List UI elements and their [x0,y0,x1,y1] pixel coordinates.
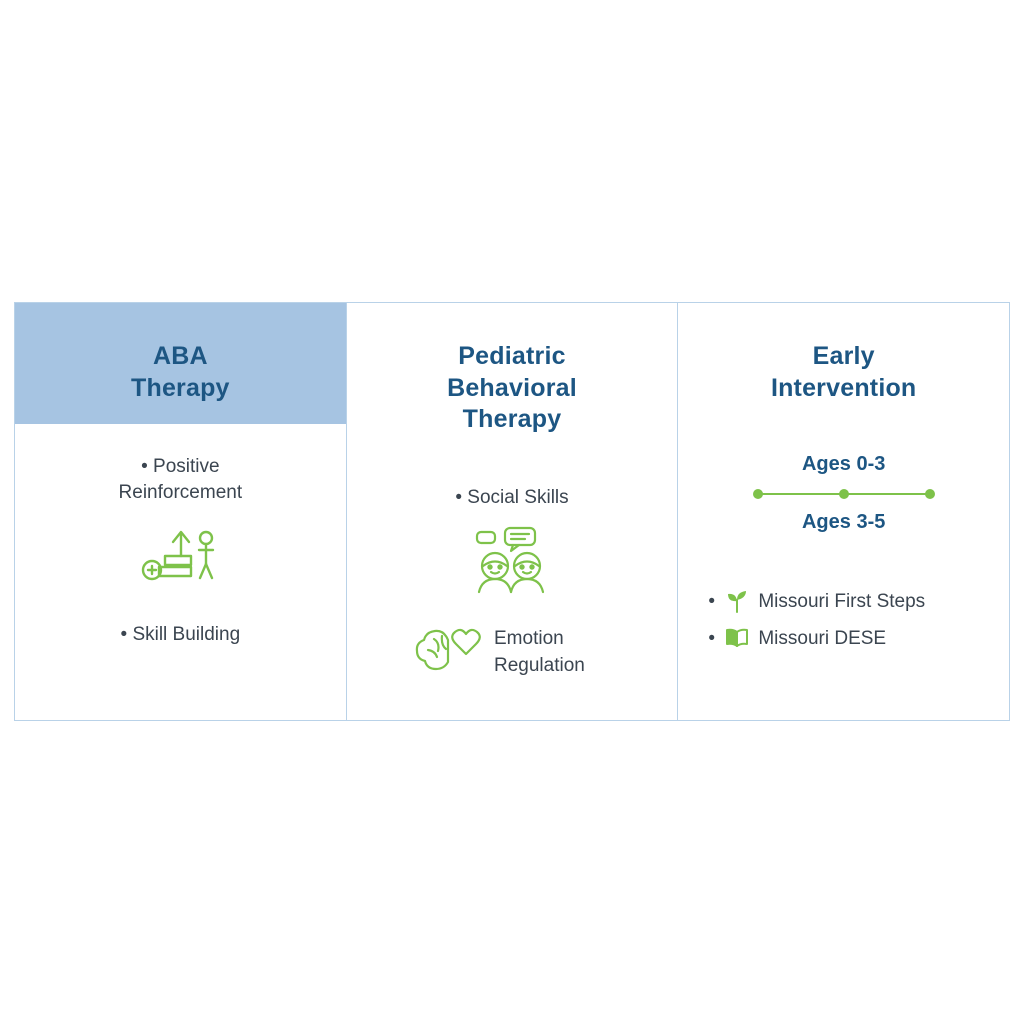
list-item [347,626,678,680]
column-title-line1: Early [812,342,875,370]
list-item [347,487,678,509]
column-header-aba-therapy [15,303,346,424]
list-item-label: Social Skills [467,486,569,508]
column-body-aba-therapy [15,424,346,720]
column-title-line3: Therapy [462,405,562,433]
list-item[interactable] [708,589,999,615]
list-item-label-line2: Regulation [494,654,585,676]
bullet-marker: • [120,624,128,645]
column-body-pediatric-behavioral-therapy [347,448,678,721]
list-item [15,624,346,646]
list-item-label-line2: Reinforcement [118,482,243,504]
brain-heart-icon [414,626,486,680]
list-item[interactable] [708,626,999,652]
bullet-marker: • [708,591,715,612]
column-title-line1: ABA [152,342,208,370]
age-range-bottom-label: Ages 3-5 [801,511,886,533]
age-range-top-label: Ages 0-3 [801,453,886,475]
column-header-pediatric-behavioral-therapy [347,303,678,448]
list-item-label-line1: Emotion [494,628,564,650]
open-book-icon [724,626,750,652]
age-timeline [752,486,936,502]
bullet-marker: • [455,486,462,508]
list-item [15,454,346,506]
column-title-line2: Therapy [131,373,230,402]
list-item-label [494,626,610,678]
column-aba-therapy [15,303,346,720]
bullet-marker: • [708,628,715,649]
services-comparison-diagram [14,302,1010,721]
column-body-early-intervention [678,416,1009,720]
person-growth-arrow-icon [137,522,223,584]
column-early-intervention [677,303,1009,720]
seedling-icon [724,589,750,615]
bullet-marker: • [141,456,148,477]
list-item-label: Missouri First Steps [758,591,926,612]
list-item-label-line1: Positive [153,456,220,477]
column-title-line2: Intervention [770,373,917,402]
list-item-label: Skill Building [132,624,241,645]
column-header-early-intervention [678,303,1009,416]
list-item-label: Missouri DESE [758,628,887,649]
column-title-line1: Pediatric [458,342,566,370]
resource-links-list [708,589,999,663]
column-pediatric-behavioral-therapy [346,303,678,720]
column-title-line2: Behavioral [447,373,577,402]
two-children-speech-bubbles-icon [471,526,553,598]
